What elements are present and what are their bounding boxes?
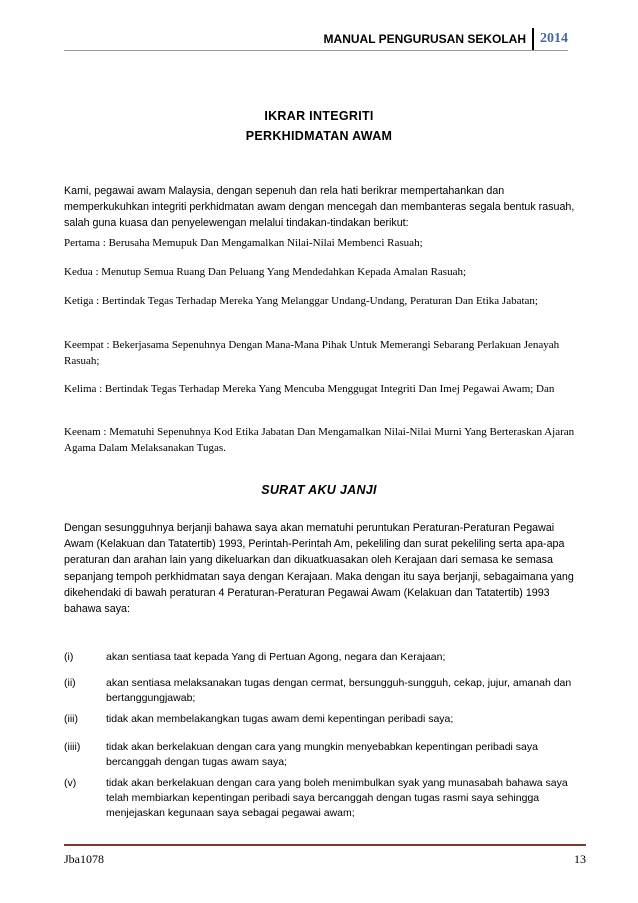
item-number: (i) (64, 651, 74, 663)
page-number: 13 (574, 852, 586, 866)
pledge-keenam: Keenam : Mematuhi Sepenuhnya Kod Etika Jabatan Dan Mengamalkan Nilai-Nilai Murni Yang Berteraskan Ajaran Agama Dalam Melaksanakan Tugas. (64, 426, 575, 454)
pledge-ketiga: Ketiga : Bertindak Tegas Terhadap Mereka Yang Melanggar Undang-Undang, Peraturan Dan Etika Jabatan; (64, 295, 538, 307)
pledge-kedua: Kedua : Menutup Semua Ruang Dan Peluang Yang Mendedahkan Kepada Amalan Rasuah; (64, 266, 467, 278)
header-rule (64, 50, 568, 51)
ikrar-title-line1: IKRAR INTEGRITI (264, 109, 374, 123)
page-header (324, 28, 568, 50)
header-year: 2014 (540, 31, 568, 46)
pledge-kelima: Kelima : Bertindak Tegas Terhadap Mereka Yang Mencuba Menggugat Integriti Dan Imej Pegawai Awam; Dan (64, 383, 555, 395)
item-text: akan sentiasa taat kepada Yang di Pertuan Agong, negara dan Kerajaan; (106, 651, 446, 663)
item-number: (ii) (64, 677, 76, 689)
item-text: tidak akan berkelakuan dengan cara yang mungkin menyebabkan kepentingan peribadi saya bercanggah dengan tugas awam saya; (106, 741, 538, 768)
item-text: tidak akan membelakangkan tugas awam demi kepentingan peribadi saya; (106, 713, 454, 725)
ikrar-heading (0, 106, 638, 146)
pledge-keempat: Keempat : Bekerjasama Sepenuhnya Dengan Mana-Mana Pihak Untuk Memerangi Sebarang Perlakuan Jenayah Rasuah; (64, 339, 560, 367)
pledge-pertama: Pertama : Berusaha Memupuk Dan Mengamalkan Nilai-Nilai Membenci Rasuah; (64, 237, 423, 249)
item-number: (iii) (64, 713, 78, 725)
surat-intro: Dengan sesungguhnya berjanji bahawa saya akan mematuhi peruntukan Peraturan-Peraturan Pegawai Awam (Kelakuan dan Tatatertib) 1993, Perintah-Perintah Am, pekeliling dan surat pekeliling serta apa-apa peraturan dan arahan lain yang dikeluarkan dan dikuatkuasakan oleh Kerajaan dari semasa ke semasa sepanjang tempoh perkhidmatan saya dengan Kerajaan. Maka dengan itu saya berjanji, sebagaimana yang dikehendaki di bawah peraturan 4 Peraturan-Peraturan Pegawai Awam (Kelakuan dan Tatatertib) 1993 bahawa saya: (64, 522, 574, 616)
ikrar-intro: Kami, pegawai awam Malaysia, dengan sepenuh dan rela hati berikrar mempertahankan dan memperkukuhkan integriti perkhidmatan awam dengan mencegah dan membanteras segala bentuk rasuah, salah guna kuasa dan penyelewengan melalui tindakan-tindakan berikut: (64, 185, 575, 229)
surat-title: SURAT AKU JANJI (261, 483, 377, 497)
header-title: MANUAL PENGURUSAN SEKOLAH (323, 32, 526, 46)
item-number: (v) (64, 777, 77, 789)
ikrar-title-line2: PERKHIDMATAN AWAM (245, 129, 393, 143)
item-text: tidak akan berkelakuan dengan cara yang boleh menimbulkan syak yang munasabah bahawa saya telah membiarkan kepentingan peribadi saya bercanggah dengan tugas rasmi saya sehingga menjejaskan kegunaan saya sebagai pegawai awam; (106, 777, 568, 819)
footer-document-code: Jba1078 (64, 852, 104, 866)
item-number: (iiii) (64, 741, 81, 753)
surat-heading (0, 480, 638, 500)
item-text: akan sentiasa melaksanakan tugas dengan cermat, bersungguh-sungguh, cekap, jujur, amanah dan bertanggungjawab; (106, 677, 572, 704)
footer-rule (64, 844, 586, 846)
